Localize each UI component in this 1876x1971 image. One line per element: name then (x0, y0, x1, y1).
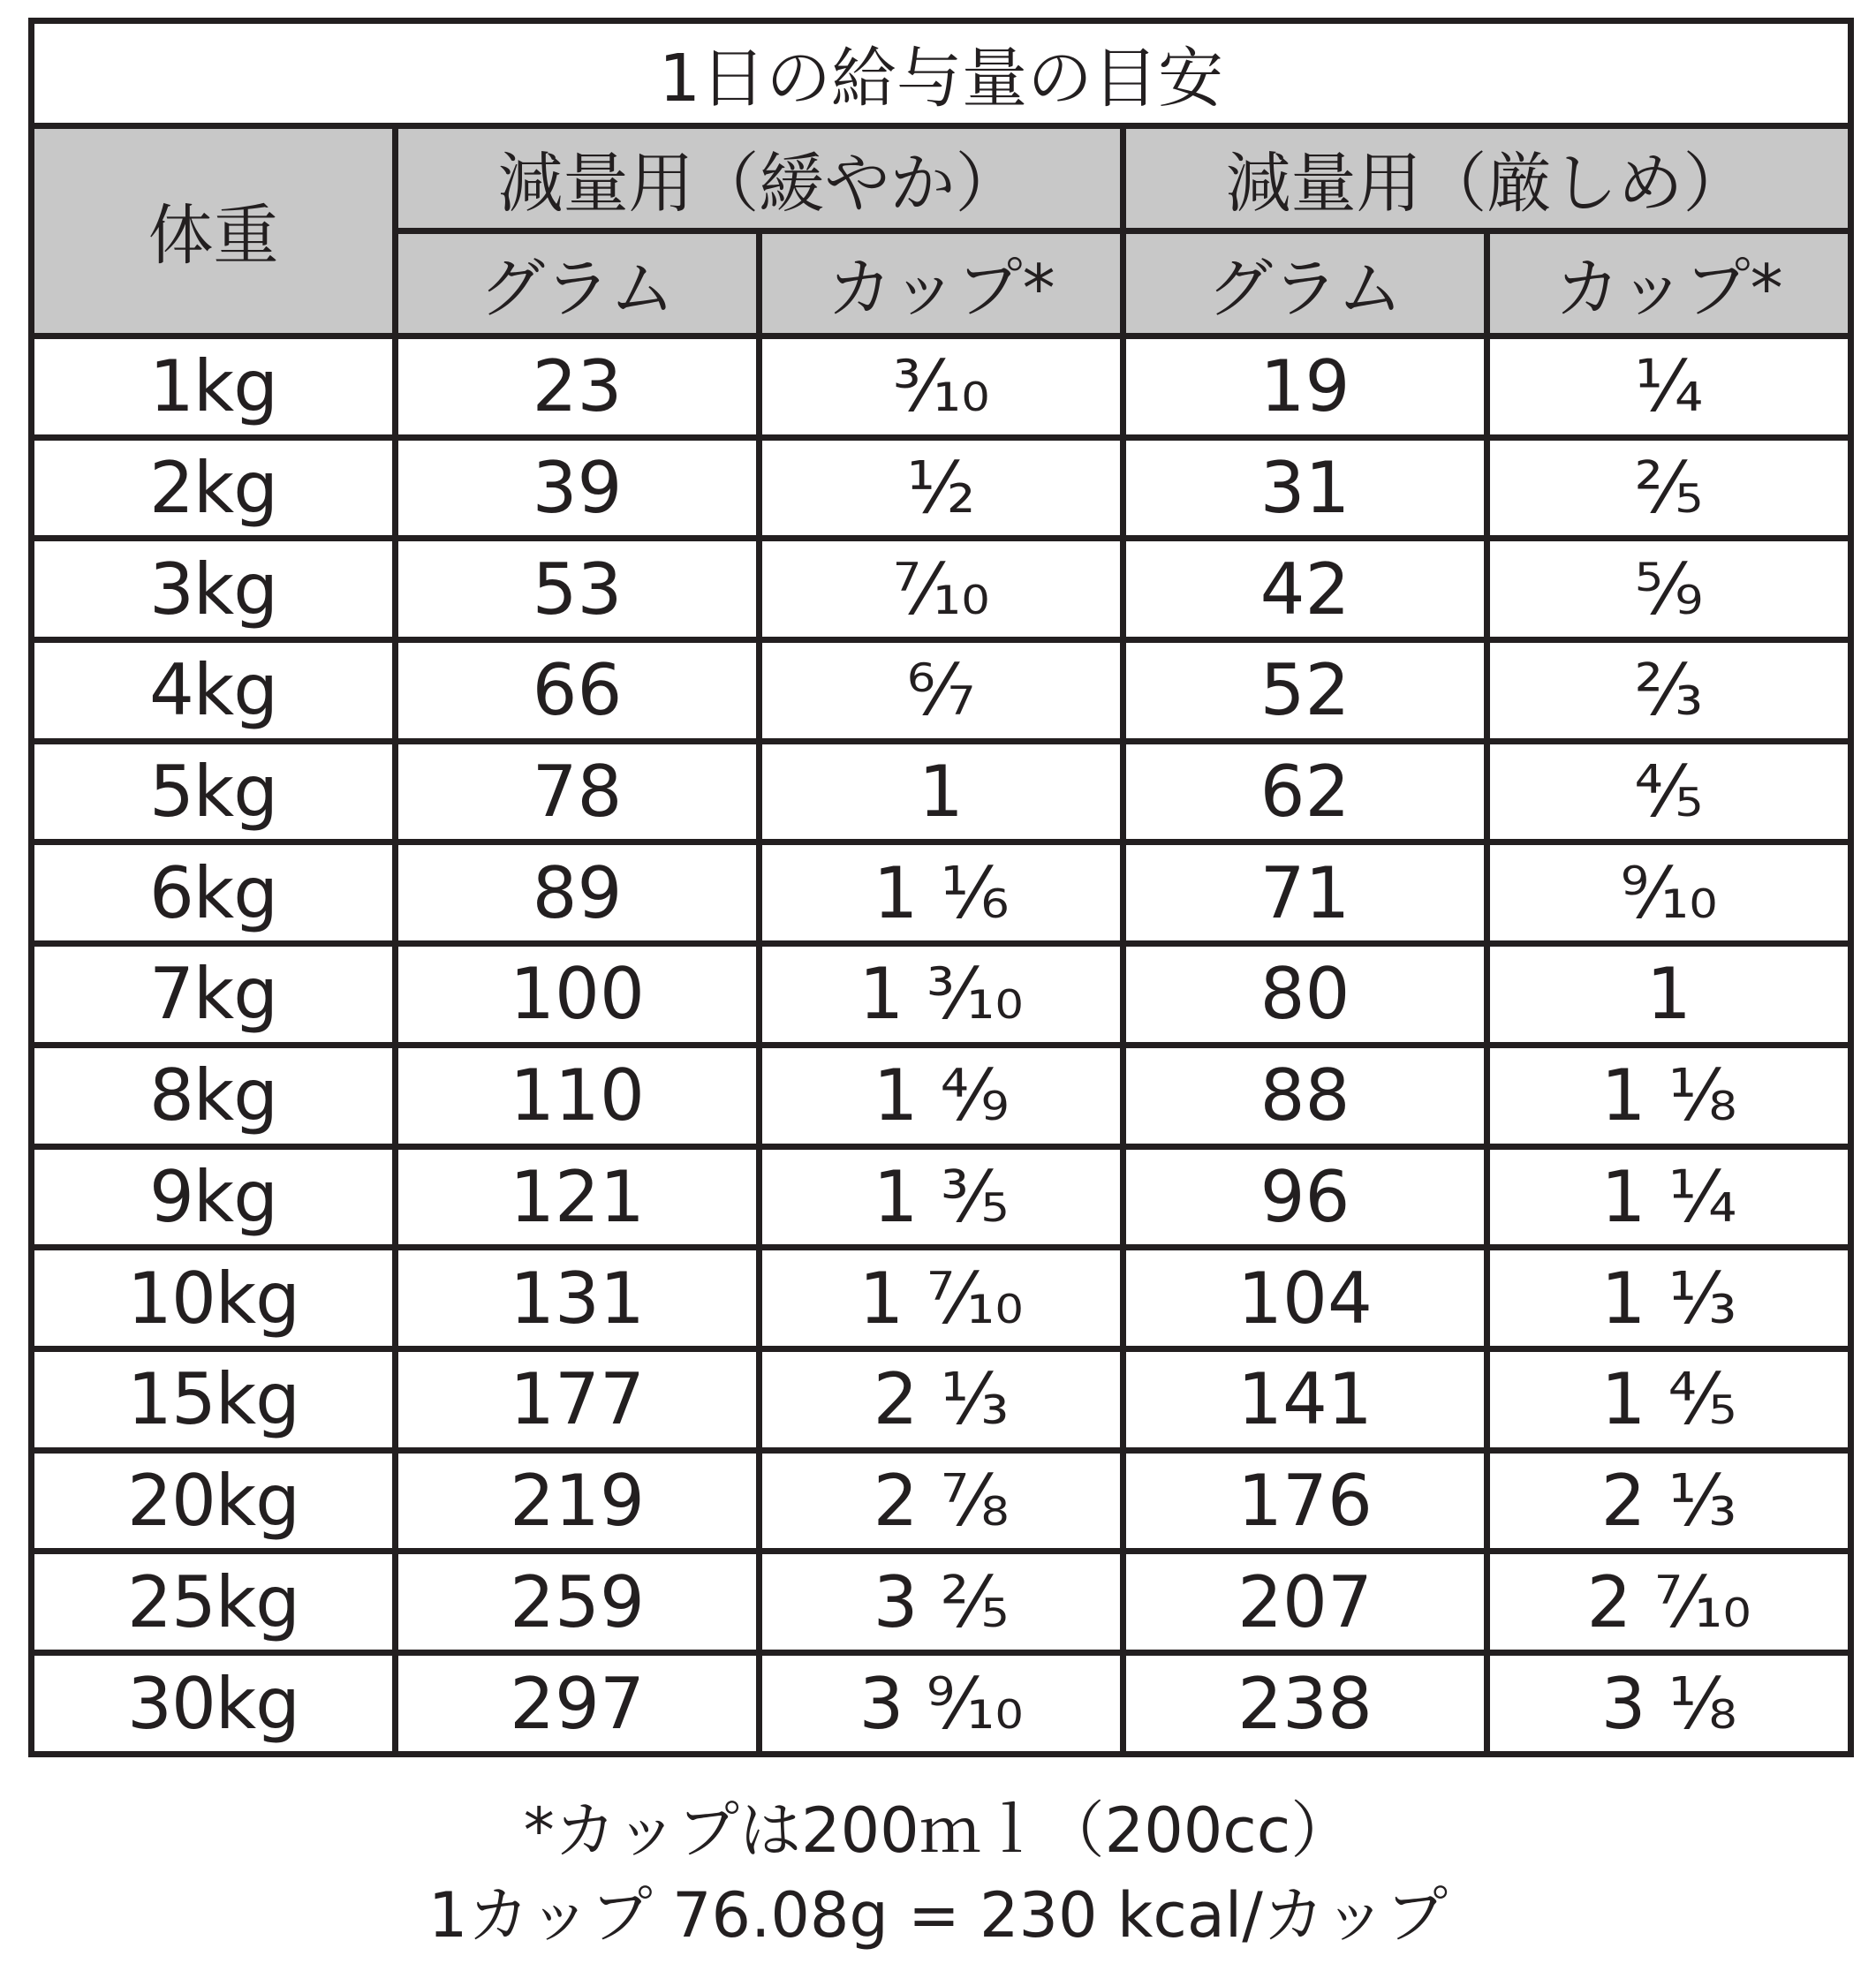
weight-cell: 20kg (32, 1450, 396, 1552)
mild-cup-cell: 1 ⁷⁄₁₀ (760, 1248, 1123, 1349)
mild-cup-header: カップ* (760, 230, 1123, 336)
mild-gram-cell: 121 (396, 1146, 760, 1248)
strict-cup-cell: ⅔ (1487, 639, 1851, 741)
weight-cell: 6kg (32, 842, 396, 944)
strict-cup-cell: 1 ⅛ (1487, 1045, 1851, 1146)
table-row (32, 842, 1851, 944)
title-row (32, 21, 1851, 126)
strict-cup-cell: ⁹⁄₁₀ (1487, 842, 1851, 944)
strict-cup-cell: 1 ⅓ (1487, 1248, 1851, 1349)
mild-cup-cell: ⁷⁄₁₀ (760, 539, 1123, 640)
cup-size-footnote: *カップは200ｍｌ（200cc） (523, 1794, 1353, 1867)
table-row (32, 1450, 1851, 1552)
table-row (32, 1045, 1851, 1146)
mild-gram-cell: 23 (396, 336, 760, 437)
calorie-footnote: 1カップ 76.08g = 230 kcal/カップ (427, 1879, 1449, 1952)
weight-cell: 4kg (32, 639, 396, 741)
table-row (32, 1248, 1851, 1349)
weight-cell: 9kg (32, 1146, 396, 1248)
weight-cell: 10kg (32, 1248, 396, 1349)
weight-cell: 7kg (32, 944, 396, 1046)
weight-cell: 30kg (32, 1653, 396, 1755)
strict-diet-header: 減量用（厳しめ） (1123, 125, 1851, 230)
mild-gram-cell: 53 (396, 539, 760, 640)
table-row (32, 1146, 1851, 1248)
weight-cell: 25kg (32, 1552, 396, 1653)
mild-cup-cell: 2 ⅞ (760, 1450, 1123, 1552)
header-row-1 (32, 125, 1851, 230)
table-row (32, 944, 1851, 1046)
mild-gram-cell: 78 (396, 741, 760, 842)
strict-gram-cell: 207 (1123, 1552, 1487, 1653)
weight-cell: 1kg (32, 336, 396, 437)
strict-gram-cell: 141 (1123, 1349, 1487, 1451)
mild-cup-cell: 1 ⅙ (760, 842, 1123, 944)
weight-header: 体重 (32, 125, 396, 336)
table-row (32, 1653, 1851, 1755)
mild-cup-cell: 3 ⅖ (760, 1552, 1123, 1653)
strict-gram-cell: 52 (1123, 639, 1487, 741)
strict-gram-header: グラム (1123, 230, 1487, 336)
table-row (32, 639, 1851, 741)
strict-gram-cell: 42 (1123, 539, 1487, 640)
strict-cup-header: カップ* (1487, 230, 1851, 336)
weight-cell: 3kg (32, 539, 396, 640)
table-row (32, 741, 1851, 842)
mild-cup-cell: 1 (760, 741, 1123, 842)
strict-gram-cell: 62 (1123, 741, 1487, 842)
strict-gram-cell: 71 (1123, 842, 1487, 944)
mild-gram-cell: 66 (396, 639, 760, 741)
mild-gram-cell: 89 (396, 842, 760, 944)
mild-cup-cell: 1 ⁴⁄₉ (760, 1045, 1123, 1146)
mild-gram-cell: 259 (396, 1552, 760, 1653)
strict-cup-cell: ¼ (1487, 336, 1851, 437)
mild-cup-cell: ½ (760, 437, 1123, 539)
mild-cup-cell: 2 ⅓ (760, 1349, 1123, 1451)
strict-gram-cell: 19 (1123, 336, 1487, 437)
mild-gram-cell: 177 (396, 1349, 760, 1451)
mild-gram-cell: 297 (396, 1653, 760, 1755)
table-row (32, 437, 1851, 539)
mild-cup-cell: 1 ⅗ (760, 1146, 1123, 1248)
mild-cup-cell: ³⁄₁₀ (760, 336, 1123, 437)
weight-cell: 2kg (32, 437, 396, 539)
feeding-guide-table (28, 18, 1854, 1757)
strict-gram-cell: 176 (1123, 1450, 1487, 1552)
weight-cell: 8kg (32, 1045, 396, 1146)
weight-cell: 15kg (32, 1349, 396, 1451)
strict-cup-cell: 1 ⅘ (1487, 1349, 1851, 1451)
mild-cup-cell: ⁶⁄₇ (760, 639, 1123, 741)
strict-cup-cell: 2 ⁷⁄₁₀ (1487, 1552, 1851, 1653)
table-title: 1日の給与量の目安 (32, 21, 1851, 126)
weight-cell: 5kg (32, 741, 396, 842)
strict-gram-cell: 88 (1123, 1045, 1487, 1146)
strict-gram-cell: 80 (1123, 944, 1487, 1046)
mild-gram-header: グラム (396, 230, 760, 336)
strict-cup-cell: ⅖ (1487, 437, 1851, 539)
mild-cup-cell: 3 ⁹⁄₁₀ (760, 1653, 1123, 1755)
table-row (32, 1349, 1851, 1451)
table-row (32, 1552, 1851, 1653)
table-row (32, 336, 1851, 437)
strict-gram-cell: 96 (1123, 1146, 1487, 1248)
strict-cup-cell: 1 (1487, 944, 1851, 1046)
mild-cup-cell: 1 ³⁄₁₀ (760, 944, 1123, 1046)
table-row (32, 539, 1851, 640)
strict-cup-cell: 3 ⅛ (1487, 1653, 1851, 1755)
strict-cup-cell: 1 ¼ (1487, 1146, 1851, 1248)
strict-cup-cell: ⅘ (1487, 741, 1851, 842)
strict-gram-cell: 238 (1123, 1653, 1487, 1755)
strict-gram-cell: 31 (1123, 437, 1487, 539)
mild-gram-cell: 110 (396, 1045, 760, 1146)
mild-gram-cell: 219 (396, 1450, 760, 1552)
mild-gram-cell: 39 (396, 437, 760, 539)
strict-gram-cell: 104 (1123, 1248, 1487, 1349)
strict-cup-cell: 2 ⅓ (1487, 1450, 1851, 1552)
mild-gram-cell: 131 (396, 1248, 760, 1349)
mild-diet-header: 減量用（緩やか） (396, 125, 1123, 230)
mild-gram-cell: 100 (396, 944, 760, 1046)
strict-cup-cell: ⁵⁄₉ (1487, 539, 1851, 640)
